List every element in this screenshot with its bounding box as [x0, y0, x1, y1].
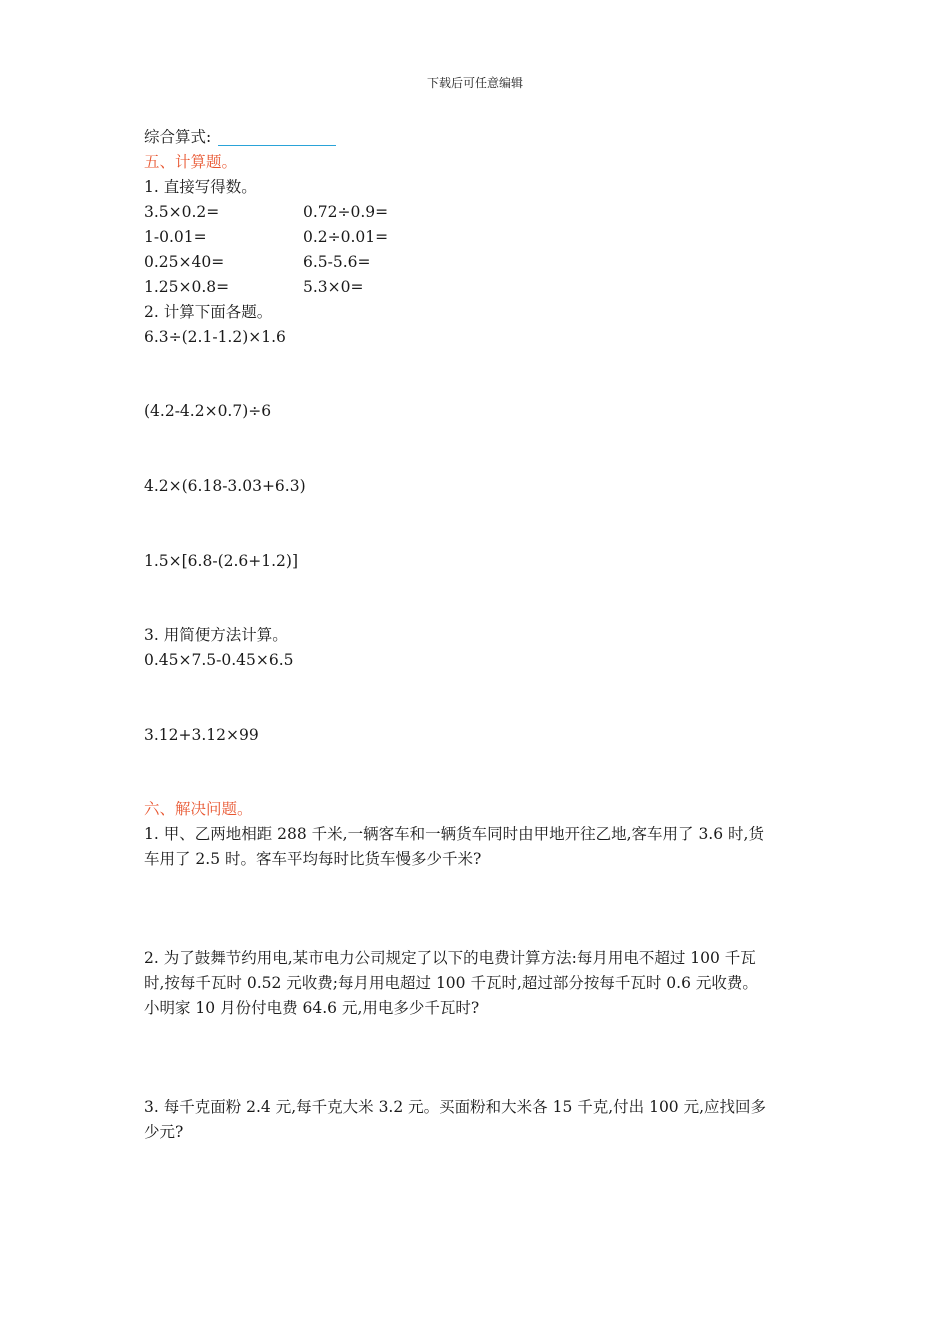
q2-item: 1.5×[6.8-(2.6+1.2)] — [144, 552, 299, 570]
q2-item: 6.3÷(2.1-1.2)×1.6 — [144, 328, 286, 346]
q1-item: 5.3×0= — [303, 278, 364, 296]
q2-item: 4.2×(6.18-3.03+6.3) — [144, 477, 306, 495]
q1-item: 1-0.01= — [144, 228, 207, 246]
problem1-line: 车用了 2.5 时。客车平均每时比货车慢多少千米? — [144, 850, 482, 868]
problem2-line: 2. 为了鼓舞节约用电,某市电力公司规定了以下的电费计算方法:每月用电不超过 100 千瓦 — [144, 949, 756, 967]
q2-item: (4.2-4.2×0.7)÷6 — [144, 402, 272, 420]
q1-item: 0.2÷0.01= — [303, 228, 389, 246]
problem2-line: 时,按每千瓦时 0.52 元收费;每月用电超过 100 千瓦时,超过部分按每千瓦时 0.6 元收费。 — [144, 974, 758, 992]
problem3-line: 少元? — [144, 1123, 184, 1141]
section6-title: 六、解决问题。 — [144, 800, 253, 818]
q3-item: 3.12+3.12×99 — [144, 726, 259, 744]
q3-title: 3. 用简便方法计算。 — [144, 626, 288, 644]
q1-item: 0.72÷0.9= — [303, 203, 389, 221]
q1-item: 1.25×0.8= — [144, 278, 230, 296]
formula-label: 综合算式: — [144, 128, 212, 146]
problem2-line: 小明家 10 月份付电费 64.6 元,用电多少千瓦时? — [144, 999, 480, 1017]
q3-item: 0.45×7.5-0.45×6.5 — [144, 651, 294, 669]
formula-answer-blank — [218, 145, 336, 146]
problem1-line: 1. 甲、乙两地相距 288 千米,一辆客车和一辆货车同时由甲地开往乙地,客车用了 3.6 时,货 — [144, 825, 764, 843]
section5-title: 五、计算题。 — [144, 153, 238, 171]
page-header: 下载后可任意编辑 — [426, 76, 523, 90]
q1-title: 1. 直接写得数。 — [144, 178, 257, 196]
problem3-line: 3. 每千克面粉 2.4 元,每千克大米 3.2 元。买面粉和大米各 15 千克,付出 100 元,应找回多 — [144, 1098, 767, 1116]
q1-item: 0.25×40= — [144, 253, 225, 271]
q1-item: 3.5×0.2= — [144, 203, 220, 221]
q2-title: 2. 计算下面各题。 — [144, 303, 273, 321]
q1-item: 6.5-5.6= — [303, 253, 371, 271]
